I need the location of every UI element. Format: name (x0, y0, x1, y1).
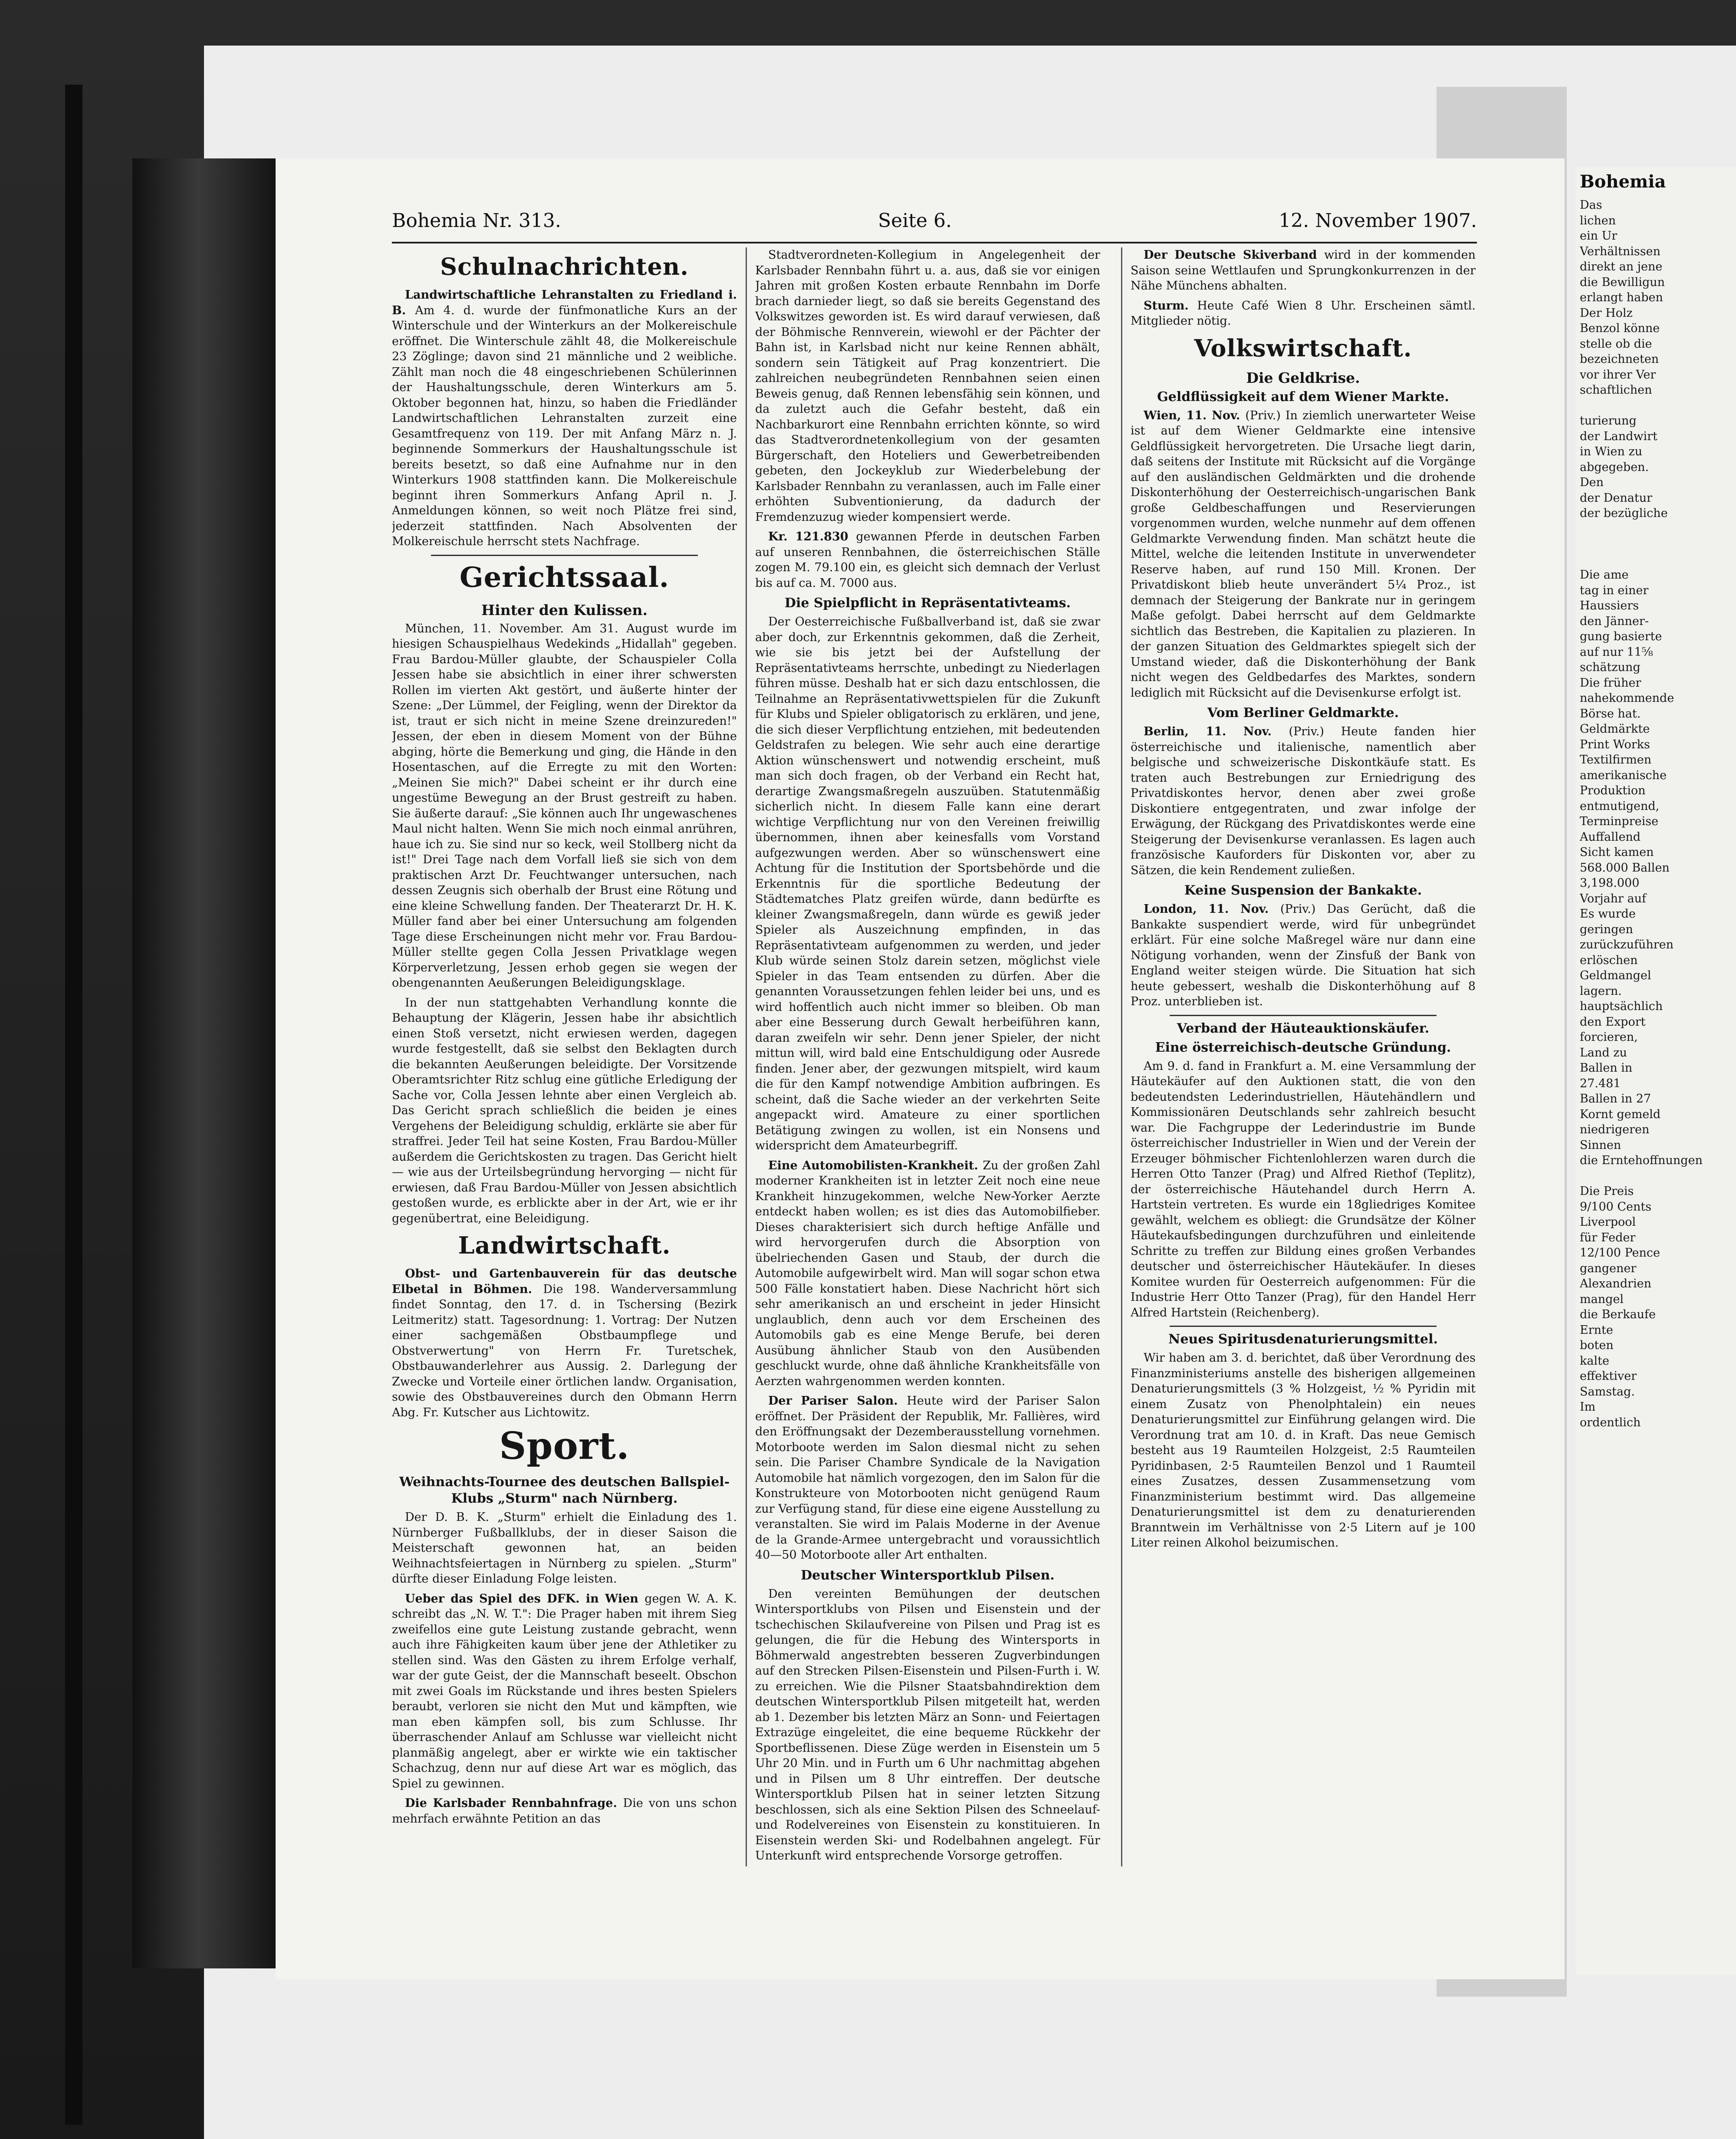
section-heading: Gerichtssaal. (459, 561, 670, 594)
adjacent-page-line: Geldmangel (1580, 969, 1651, 982)
article-body: Heute wird der Pariser Salon eröffnet. Der Präsident der Republik, Mr. Fallières, wird den Eröffnungsakt der Dezemberausstellung vornehmen. Motorboote werden im Salon diesmal nicht zu sehen sein. Die Pariser Chambre Syndicale de la Navigation Automobile hat nämlich vorgezogen, den im Salon für die Konstrukteure von Motorbooten nicht genügend Raum zur Verfügung stand, für diese eine eigene Ausstellung zu veranstalten. Sie wird im Palais Moderne in der Avenue de la Grande-Armee untergebracht und voraussichtlich 40—50 Motorboote aller Art enthalten. (755, 1394, 1100, 1562)
adjacent-page-header: Bohemia (1580, 171, 1666, 192)
adjacent-page-line: turierung (1580, 414, 1637, 428)
section-heading: Schulnachrichten. (440, 253, 689, 280)
article-paragraph (1131, 298, 1476, 329)
article-heading: Verband der Häuteauktionskäufer. (1177, 1020, 1430, 1036)
adjacent-page-line: Haussiers (1580, 599, 1639, 612)
column-separator (746, 247, 747, 1866)
adjacent-page-line: Kornt gemeld (1580, 1107, 1661, 1121)
adjacent-page-line: tag in einer (1580, 583, 1649, 597)
article-paragraph (392, 1510, 737, 1587)
adjacent-page-line: Sinnen (1580, 1138, 1621, 1152)
adjacent-page-line: Die früher (1580, 676, 1641, 690)
adjacent-page-line: 3,198.000 (1580, 876, 1640, 890)
adjacent-page-line: hauptsächlich (1580, 1000, 1663, 1013)
article-heading: Eine österreichisch-deutsche Gründung. (1155, 1040, 1451, 1055)
adjacent-page-line: 568.000 Ballen (1580, 861, 1670, 875)
adjacent-page-line: zurückzuführen (1580, 938, 1674, 951)
article-heading: Neues Spiritusdenaturierungsmittel. (1168, 1332, 1438, 1347)
article-subheading: Die Geldkrise. (1246, 369, 1360, 386)
adjacent-page-line: Terminpreise (1580, 815, 1659, 828)
article-body: Heute Café Wien 8 Uhr. Erscheinen sämtl. Mitglieder nötig. (1131, 299, 1476, 328)
article-lead: Wien, 11. Nov. (1144, 408, 1246, 422)
article-heading: Weihnachts-Tournee des deutschen Ballspiel-Klubs „Sturm" nach Nürnberg. (399, 1474, 730, 1506)
column-1 (392, 247, 737, 1897)
article-lead: Berlin, 11. Nov. (1144, 725, 1289, 738)
adjacent-page-line: schätzung (1580, 661, 1641, 674)
adjacent-page-line: ein Ur (1580, 229, 1618, 243)
article-lead: Der Pariser Salon. (768, 1394, 907, 1408)
column-2 (755, 247, 1100, 1897)
article-body: Die von uns schon mehrfach erwähnte Petition an das (392, 1797, 737, 1826)
article-paragraph (392, 995, 737, 1227)
adjacent-page-line: 9/100 Cents (1580, 1200, 1652, 1214)
adjacent-page-line (1580, 552, 1736, 568)
adjacent-page-line: in Wien zu (1580, 445, 1643, 458)
article-divider (431, 555, 698, 556)
adjacent-page-line: Ernte (1580, 1323, 1613, 1337)
adjacent-page-line: 27.481 (1580, 1076, 1621, 1090)
adjacent-page-line: erlöschen (1580, 953, 1638, 967)
adjacent-page-line: Land zu (1580, 1046, 1627, 1060)
adjacent-page-line: den Jänner- (1580, 614, 1649, 628)
adjacent-page-line: Die Preis (1580, 1185, 1634, 1198)
article-lead: Eine Automobilisten-Krankheit. (768, 1158, 983, 1172)
article-heading: Geldflüssigkeit auf dem Wiener Markte. (1157, 389, 1449, 405)
adjacent-page-line: die Berkaufe (1580, 1308, 1656, 1321)
article-body: Der Oesterreichische Fußballverband ist, daß sie zwar aber doch, zur Erkenntnis gekommen, daß die Zerheit, wie sie bis jetzt bei der Aufstellung der Repräsentativteams herrschte, unbedingt zu Niederlagen führen müsse. Deshalb hat er sich dazu entschlossen, die Teilnahme an Repräsentativwettspielen für die Zukunft für Klubs und Spieler obligatorisch zu erklären, und jene, die sich dieser Verpflichtung entziehen, mit bedeutenden Geldstrafen zu belegen. Wie sehr auch eine derartige Aktion wünschenswert und notwendig erscheint, muß man sich doch fragen, ob der Verband ein Recht hat, derartige Zwangsmaßregeln auszuüben. Statutenmäßig sicherlich nicht. In diesem Falle kann eine derart wichtige Verpflichtung nur von den Vereinen freiwillig übernommen, ihnen aber keinesfalls vom Vorstand aufgezwungen werden. Aber so wünschenswert eine Achtung für die Institution der Sportsbehörde und die Erkenntnis für die sportliche Bedeutung der Städtematches Platz greifen würde, dann bedürfte es kleiner Zwangsmaßregeln, dann würde es gewiß jeder Spieler als Auszeichnung empfinden, in das Repräsentativteam aufgenommen zu werden, und jeder Klub würde seinen Stolz darein setzen, möglichst viele Spieler in das Team entsenden zu dürfen. Aber die genannten Voraussetzungen fehlen leider bei uns, und es wird hoffentlich auch nicht immer so bleiben. Ob man aber eine Besserung durch Gewalt herbeiführen kann, daran zweifeln wir sehr. Denn jener Spieler, der nicht mittun will, wird bald eine Entschuldigung oder Ausrede finden. Jener aber, der gezwungen mitspielt, wird kaum die für den Kampf notwendige Ambition aufbringen. Es scheint, daß die Sache wieder an der verkehrten Seite angepackt wird. Amateure zu einer sportlichen Betätigung zwingen zu wollen, ist ein Nonsens und widerspricht dem Amateurbegriff. (755, 615, 1100, 1152)
adjacent-page-line: Print Works (1580, 737, 1650, 751)
adjacent-page-line: Benzol könne (1580, 322, 1660, 335)
article-heading: Die Spielpflicht in Repräsentativteams. (784, 596, 1071, 611)
article-body: gewannen Pferde in deutschen Farben auf unseren Rennbahnen, die österreichischen Ställe zogen M. 79.100 ein, es gleicht sich demnach der Verlust bis auf ca. M. 7000 aus. (755, 530, 1100, 590)
article-body: Am 4. d. wurde der fünfmonatliche Kurs an der Winterschule und der Winterkurs an der Molkereischule eröffnet. Die Winterschule zählt 48, die Molkereischule 23 Zöglinge; davon sind 21 männliche und 2 weibliche. Zählt man noch die 48 eingeschriebenen Schülerinnen der Haushaltungsschule, deren Winterkurs am 5. Oktober begonnen hat, hinzu, so haben die Friedländer Landwirtschaftlichen Lehranstalten zurzeit eine Gesamtfrequenz von 119. Der mit Anfang März n. J. beginnende Sommerkurs der Haushaltungsschule ist bereits besetzt, so daß eine Aufnahme nur in den Winterkurs 1908 stattfinden kann. Die Molkereischule beginnt ihren Sommerkurs Anfang April n. J. Anmeldungen können, so weit noch Plätze frei sind, jederzeit stattfinden. Nach Absolventen der Molkereischule herrscht stets Nachfrage. (392, 303, 737, 548)
article-body: Die 198. Wanderversammlung findet Sonntag, den 17. d. in Tschersing (Bezirk Leitmeritz) statt. Tagesordnung: 1. Vortrag: Der Nutzen einer sachgemäßen Obstbaumpflege und Obstverwertung" von Herrn Fr. Turetschek, Obstbauwanderlehrer aus Aussig. 2. Darlegung der Zwecke und Vorteile einer örtlichen landw. Organisation, sowie des Obstbauvereines durch den Obmann Herrn Abg. Fr. Kutscher aus Lichtowitz. (392, 1282, 737, 1419)
adjacent-page-line: vor ihrer Ver (1580, 368, 1656, 382)
article-divider (1170, 1015, 1437, 1016)
page-header (392, 210, 1477, 236)
newspaper-page (276, 158, 1565, 1979)
article-paragraph (755, 1586, 1100, 1864)
adjacent-page-line: boten (1580, 1339, 1614, 1352)
article-paragraph (755, 247, 1100, 525)
film-edge (65, 85, 82, 2125)
article-paragraph (1131, 902, 1476, 1010)
adjacent-page-line: Im (1580, 1400, 1596, 1414)
adjacent-page-line: ordentlich (1580, 1415, 1641, 1429)
article-paragraph (1131, 247, 1476, 294)
adjacent-page-line: die Erntehoffnungen (1580, 1154, 1703, 1167)
header-date: 12. November 1907. (1279, 210, 1477, 232)
article-heading: Deutscher Wintersportklub Pilsen. (801, 1567, 1055, 1583)
column-3 (1131, 247, 1476, 1897)
article-body: gegen W. A. K. schreibt das „N. W. T.": Die Prager haben mit ihrem Sieg zweifellos eine gute Leistung zustande gebracht, wenn auch ihre Fähigkeiten kaum über jene der Athletiker zu stellen sind. Was den Gästen zu ihrem Erfolge verhalf, war der gute Geist, der die Mannschaft beseelt. Obschon mit zwei Goals im Rückstande und ihres besten Spielers beraubt, verloren sie nicht den Mut und kämpften, wie man eben kämpfen soll, bis zum Schlusse. Ihr überraschender Anlauf am Schlusse war vielleicht nicht planmäßig angelegt, aber er wirkte wie ein taktischer Schachzug, denn nur auf diese Art war es möglich, das Spiel zu gewinnen. (392, 1592, 737, 1790)
article-body: (Priv.) In ziemlich unerwarteter Weise ist auf dem Wiener Geldmarkte eine intensive Geldflüssigkeit hervorgetreten. Die Ursache liegt darin, daß seitens der Institute mit Rücksicht auf die Vorgänge auf den ausländischen Geldmärkten und die drohende Diskonterhöhung der Oesterreichisch-ungarischen Bank große Geldbeschaffungen und Reservierungen vorgenommen wurden, welche nunmehr auf dem offenen Geldmarkte Verwendung finden. Man schätzt heute die Mittel, welche die leitenden Institute in unverwendeter Reserve haben, auf rund 150 Mill. Kronen. Der Privatdiskont blieb heute unverändert 5¼ Proz., ist demnach der Steigerung der Bankrate nur in geringem Maße gefolgt. Dabei herrscht auf dem Geldmarkte sichtlich das Bestreben, die Kapitalien zu plazieren. In der ganzen Situation des Geldmarktes spiegelt sich der Umstand wieder, daß die Diskonterhöhung der Bank nicht wegen des Geldbedarfes des Marktes, sondern lediglich mit Rücksicht auf die Devisenkurse erfolgt ist. (1131, 408, 1476, 700)
adjacent-page-line: Börse hat. (1580, 707, 1641, 721)
adjacent-page-line: der bezügliche (1580, 507, 1668, 520)
adjacent-page-line: Produktion (1580, 784, 1646, 797)
article-body: Zu der großen Zahl moderner Krankheiten ist in letzter Zeit noch eine neue Krankheit hinzugekommen, welche New-Yorker Aerzte entdeckt haben wollen; es ist dies das Automobilfieber. Dieses charakterisiert sich durch heftige Anfälle und wird hervorgerufen durch die Absorption von übelriechenden Gasen und Staub, der durch die Automobile aufgewirbelt wird. Man will sogar schon etwa 500 Fälle konstatiert haben. Diese Nachricht hört sich sehr amerikanisch an und erscheint in jeder Hinsicht unglaublich, denn auch vor dem Erscheinen des Automobils gab es eine Menge Berufe, bei deren Ausübung ähnlicher Staub von den Ausübenden geschluckt wurde, ohne daß ähnliche Krankheitsfälle von Aerzten wahrgenommen werden konnten. (755, 1158, 1100, 1388)
adjacent-page-line: bezeichneten (1580, 352, 1659, 366)
article-paragraph (1131, 1350, 1476, 1551)
adjacent-page-line: amerikanische (1580, 768, 1667, 782)
adjacent-page-line: kalte (1580, 1354, 1609, 1368)
adjacent-page-line: Sicht kamen (1580, 846, 1654, 859)
adjacent-page-line: für Feder (1580, 1231, 1636, 1244)
article-paragraph (392, 1796, 737, 1826)
adjacent-page-line: die Bewilligun (1580, 275, 1665, 289)
adjacent-page-line: der Denatur (1580, 491, 1653, 505)
adjacent-page-line: entmutigend, (1580, 799, 1660, 813)
article-lead: Kr. 121.830 (768, 530, 856, 543)
adjacent-page-line: 12/100 Pence (1580, 1246, 1660, 1260)
adjacent-page-line: Samstag. (1580, 1385, 1635, 1399)
adjacent-page (1575, 167, 1736, 1975)
article-paragraph (755, 1393, 1100, 1563)
column-separator (1121, 247, 1122, 1866)
adjacent-page-line: Die ame (1580, 568, 1629, 582)
article-paragraph (1131, 724, 1476, 878)
article-body: wird in der kommenden Saison seine Wettlaufen und Sprungkonkurrenzen in der Nähe Münchens abhalten. (1131, 248, 1476, 293)
adjacent-page-line: lichen (1580, 214, 1616, 227)
header-issue: Bohemia Nr. 313. (392, 210, 561, 232)
article-heading: Keine Suspension der Bankakte. (1184, 883, 1422, 898)
adjacent-page-line (1580, 536, 1736, 552)
section-heading: Sport. (499, 1424, 630, 1468)
adjacent-page-line: auf nur 11⅝ (1580, 645, 1653, 659)
adjacent-page-line: Geldmärkte (1580, 722, 1650, 736)
adjacent-page-line: erlangt haben (1580, 291, 1663, 304)
adjacent-page-line (1580, 1168, 1736, 1184)
adjacent-page-line: Das (1580, 198, 1602, 212)
header-page-number: Seite 6. (878, 210, 952, 232)
adjacent-page-line: niedrigeren (1580, 1123, 1650, 1136)
adjacent-page-line: Den (1580, 476, 1604, 489)
article-lead: Landwirtschaftliche Lehranstalten zu Friedland i. B. (392, 288, 737, 317)
section-heading: Landwirtschaft. (458, 1231, 671, 1259)
article-paragraph (392, 287, 737, 550)
book-binding (132, 158, 280, 1968)
article-body: Den vereinten Bemühungen der deutschen Wintersportklubs von Pilsen und Eisenstein und der tschechischen Skilaufvereine von Pilsen und Prag ist es gelungen, die für die Hebung des Wintersports in Böhmerwald angestrebten besseren Zugverbindungen auf den Strecken Pilsen-Eisenstein und Pilsen-Furth i. W. zu erreichen. Wie die Pilsner Staatsbahndirektion dem deutschen Wintersportklub Pilsen mitgeteilt hat, werden ab 1. Dezember bis letzten März an Sonn- und Feiertagen Extrazüge eingeleitet, die eine bequeme Rückkehr der Sportbeflissenen. Diese Züge werden in Eisenstein um 5 Uhr 20 Min. und in Furth um 6 Uhr nachmittag abgehen und in Pilsen um 8 Uhr eintreffen. Der deutsche Wintersportklub Pilsen hat in seiner letzten Sitzung beschlossen, sich als eine Sektion Pilsen des Schneelauf- und Rodelvereines von Eisenstein zu konstituieren. In Eisenstein werden Ski- und Rodelbahnen angelegt. Für Unterkunft wird entsprechende Vorsorge getroffen. (755, 1587, 1100, 1863)
article-lead: Die Karlsbader Rennbahnfrage. (405, 1797, 623, 1810)
article-paragraph (755, 1158, 1100, 1389)
article-paragraph (755, 529, 1100, 591)
adjacent-page-line: Auffallend (1580, 830, 1641, 844)
adjacent-page-line: Liverpool (1580, 1215, 1636, 1229)
article-heading: Vom Berliner Geldmarkte. (1207, 705, 1399, 721)
article-body: (Priv.) Das Gerücht, daß die Bankakte suspendiert werde, wird für unbegründet erklärt. Für eine solche Maßregel wäre nur dann eine Nötigung vorhanden, wenn der Zinsfuß der Bank von England weiter steigen würde. Die Situation hat sich heute gebessert, weshalb die Diskonterhöhung auf 8 Proz. unterblieben ist. (1131, 902, 1476, 1008)
adjacent-page-line: lagern. (1580, 984, 1622, 998)
adjacent-page-line: direkt an jene (1580, 260, 1663, 273)
adjacent-page-line: schaftlichen (1580, 383, 1652, 397)
adjacent-page-line: Vorjahr auf (1580, 892, 1647, 905)
adjacent-page-line: Verhältnissen (1580, 244, 1660, 258)
article-paragraph (1131, 1059, 1476, 1321)
article-lead: Obst- und Gartenbauverein für das deutsche Elbetal in Böhmen. (392, 1267, 737, 1296)
adjacent-page-line: Alexandrien (1580, 1277, 1652, 1290)
adjacent-page-line: gung basierte (1580, 630, 1662, 643)
article-lead: Der Deutsche Skiverband (1144, 248, 1324, 262)
adjacent-page-line: stelle ob die (1580, 337, 1652, 351)
article-lead: London, 11. Nov. (1144, 902, 1280, 916)
article-body: Am 9. d. fand in Frankfurt a. M. eine Versammlung der Häutekäufer auf den Auktionen statt, die von den bedeutendsten Lederindustriellen, Häutehändlern und Kommissionären Deutschlands sehr zahlreich besucht war. Die Fachgruppe der Lederindustrie im Bunde österreichischer Industrieller in Wien und der Verein der Erzeuger böhmischer Fichtenlohlerzen waren durch die Herren Otto Tanzer (Prag) und Alfred Riethof (Teplitz), der österreichische Häutehandel durch Herrn A. Hartstein vertreten. Es wurde ein 18gliedriges Komitee gewählt, welchem es obliegt: die Grundsätze der Kölner Häutekaufsbedingungen durchzuführen und einleitende Schritte zu treffen zur Bildung eines großen Verbandes deutscher und österreichischer Häutekäufer. In dieses Komitee wurden für Oesterreich aufgenommen: Für die Industrie Herr Otto Tanzer (Prag), für den Handel Herr Alfred Hartstein (Reichenberg). (1131, 1059, 1476, 1320)
adjacent-page-line: Es wurde (1580, 907, 1636, 921)
section-heading: Volkswirtschaft. (1194, 334, 1412, 362)
adjacent-page-line: geringen (1580, 922, 1633, 936)
adjacent-page-line: Ballen in 27 (1580, 1092, 1651, 1106)
article-lead: Ueber das Spiel des DFK. in Wien (405, 1592, 645, 1606)
adjacent-page-line: nahekommende (1580, 691, 1674, 705)
article-subheading: Hinter den Kulissen. (481, 601, 648, 619)
adjacent-page-text (1580, 197, 1736, 1934)
article-body: Der D. B. K. „Sturm" erhielt die Einladung des 1. Nürnberger Fußballklubs, der in dieser Saison die Meisterschaft gewonnen hat, an beiden Weihnachtsfeiertagen in Nürnberg zu spielen. „Sturm" dürfte dieser Einladung Folge leisten. (392, 1510, 737, 1586)
adjacent-page-line: den Export (1580, 1015, 1646, 1029)
adjacent-page-line: effektiver (1580, 1369, 1637, 1383)
article-body: Wir haben am 3. d. berichtet, daß über Verordnung des Finanzministeriums anstelle des bisherigen allgemeinen Denaturierungsmittels (3 % Holzgeist, ½ % Pyridin mit einem Zusatz von Phenolphtalein) ein neues Denaturierungsmittel zur Einführung gelangen wird. Die Verordnung trat am 10. d. in Kraft. Das neue Gemisch besteht aus 19 Raumteilen Holzgeist, 2:5 Raumteilen Pyridinbasen, 2·5 Raumteilen Benzol und 1 Raumteil eines Zusatzes, dessen Zusammensetzung vom Finanzministerium bestimmt wird. Das allgemeine Denaturierungsmittel ist dem zu denaturierenden Branntwein im Verhältnisse von 2·5 Litern auf je 100 Liter reinen Alkohol beizumischen. (1131, 1351, 1476, 1550)
article-body: München, 11. November. Am 31. August wurde im hiesigen Schauspielhaus Wedekinds „Hidallah" gegeben. Frau Bardou-Müller glaubte, der Schauspieler Colla Jessen habe sie absichtlich in einer ihrer schwersten Rollen im vierten Akt gestört, und äußerte hinter der Szene: „Der Lümmel, der Feigling, wenn der Direktor da ist, traut er sich nicht in meine Szene dreinzureden!" Jessen, der eben in diesem Moment von der Bühne abging, hörte die Bemerkung und ging, die Hände in den Hosentaschen, auf die Erregte zu mit den Worten: „Meinen Sie mich?" Dabei scheint er ihr durch eine ungestüme Bewegung an der Brust gestreift zu haben. Sie äußerte darauf: „Sie können auch Ihr ungewaschenes Maul nicht halten. Wenn Sie mich noch einmal anrühren, haue ich zu. Sie sind nur so keck, weil Stollberg nicht da ist!" Drei Tage nach dem Vorfall ließ sie sich von dem praktischen Arzt Dr. Feuchtwanger untersuchen, nach dessen Zeugnis sich oberhalb der Brust eine Rötung und eine kleine Schwellung fanden. Der Theaterarzt Dr. H. K. Müller fand aber bei einer Untersuchung am folgenden Tage diese Erscheinungen nicht mehr vor. Frau Bardou-Müller stellte gegen Colla Jessen Privatklage wegen Körperverletzung, Jessen erhob gegen sie wegen der obengenannten Aeußerungen Beleidigungsklage. (392, 622, 737, 990)
header-rule (392, 242, 1477, 244)
adjacent-page-line: abgegeben. (1580, 460, 1649, 474)
adjacent-page-line: der Landwirt (1580, 429, 1657, 443)
article-lead: Sturm. (1144, 299, 1197, 313)
article-paragraph (392, 1266, 737, 1420)
article-paragraph (392, 621, 737, 991)
article-body: Stadtverordneten-Kollegium in Angelegenheit der Karlsbader Rennbahn führt u. a. aus, daß sie vor einigen Jahren mit großen Kosten erbaute Rennbahn im Dorfe brach darnieder liegt, so daß sie bereits Gegenstand des Volkswitzes geworden ist. Es wird darauf verwiesen, daß der Böhmische Rennverein, wiewohl er der Pächter der Bahn ist, in Karlsbad nicht nur keine Rennen abhält, sondern sein Tätigkeit auf Prag konzentriert. Die zahlreichen neubegründeten Rennbahnen seien einen Beweis genug, daß Rennen lebensfähig sein können, und da zuletzt auch die Gefahr besteht, daß ein Nachbarkurort eine Rennbahn errichten könnte, so wird das Stadtverordnetenkollegium von der gesamten Bürgerschaft, den Hoteliers und Gewerbetreibenden gebeten, den Jockeyklub zur Wiederbelebung der Karlsbader Rennbahn zu veranlassen, auch im Falle einer erhöhten Subventionierung, da dadurch der Fremdenzuzug wieder kompensiert werde. (755, 248, 1100, 524)
article-paragraph (392, 1591, 737, 1792)
adjacent-page-line (1580, 398, 1736, 414)
adjacent-page-line: Der Holz (1580, 306, 1633, 320)
adjacent-page-line (1580, 521, 1736, 537)
article-divider (1170, 1326, 1437, 1327)
adjacent-page-line: Ballen in (1580, 1061, 1633, 1075)
adjacent-page-line: mangel (1580, 1292, 1624, 1306)
article-body: In der nun stattgehabten Verhandlung konnte die Behauptung der Klägerin, Jessen habe ihr absichtlich einen Stoß versetzt, nicht erwiesen werden, dagegen wurde festgestellt, daß sie selbst den Beklagten durch die bekannten Aeußerungen beleidigte. Der Vorsitzende Oberamtsrichter Ritz schlug eine gütliche Erledigung der Sache vor, Colla Jessen lehnte aber einen Vergleich ab. Das Gericht sprach schließlich die beiden je eines Vergehens der Beleidigung schuldig, erklärte sie aber für straffrei. Jeder Teil hat seine Kosten, Frau Bardou-Müller außerdem die Gerichtskosten zu tragen. Das Gericht hielt — wie aus der Urteilsbegründung hervorging — nicht für erwiesen, daß Frau Bardou-Müller von Jessen absichtlich gestoßen wurde, es erblickte aber in der Art, wie er ihr gegenübertrat, eine Beleidigung. (392, 996, 737, 1225)
article-body: (Priv.) Heute fanden hier österreichische und italienische, namentlich aber belgische und schweizerische Diskontkäufe statt. Es traten auch Bestrebungen zur Erniedrigung des Privatdiskontes hervor, denen aber zwei große Diskontiere entgegentraten, und zwar infolge der Erwägung, der Rückgang des Privatdiskontes werde eine Steigerung der Devisenkurse veranlassen. Es lagen auch französische Kauforders für Diskonten vor, aber zu Sätzen, die kein Rendement zuließen. (1131, 725, 1476, 877)
article-paragraph (755, 614, 1100, 1154)
adjacent-page-line: Textilfirmen (1580, 753, 1652, 767)
adjacent-page-line: forcieren, (1580, 1030, 1638, 1044)
article-paragraph (1131, 408, 1476, 701)
adjacent-page-line: gangener (1580, 1261, 1637, 1275)
